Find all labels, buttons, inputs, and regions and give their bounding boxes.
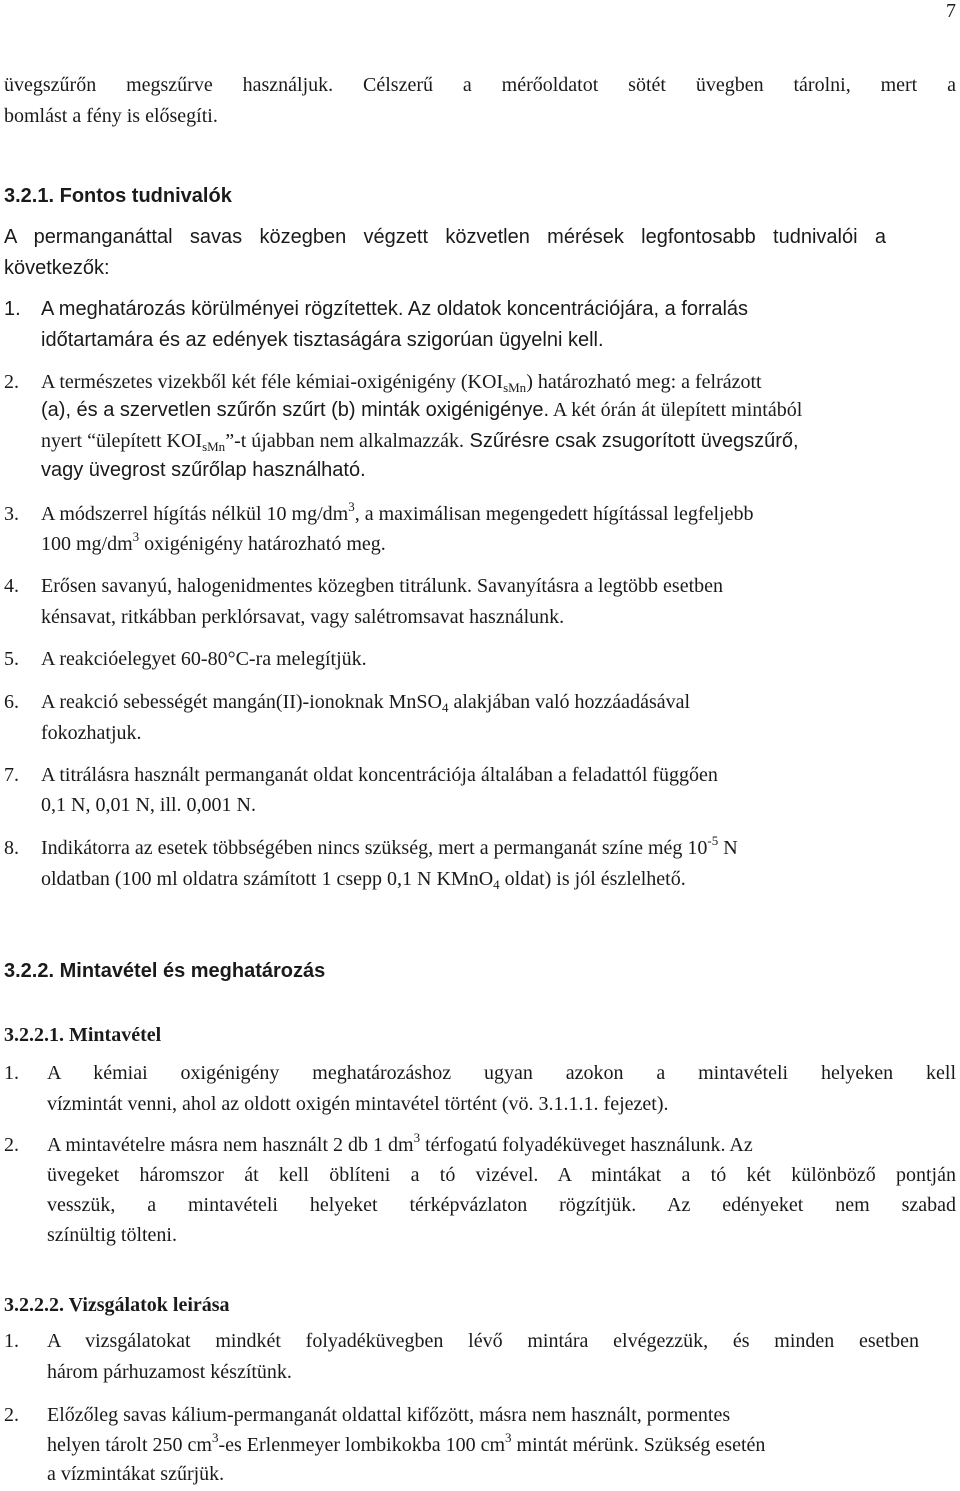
- list-item-text: vesszük, a mintavételi helyeket térképvázlaton rögzítjük. Az edényeket nem szabad: [47, 1194, 956, 1216]
- list-item-text: Erősen savanyú, halogenidmentes közegben titrálunk. Savanyításra a legtöbb esetben: [41, 575, 724, 597]
- paragraph-line: bomlást a fény is elősegíti.: [4, 105, 218, 127]
- list-number: 1.: [4, 298, 21, 320]
- page-number: 7: [946, 0, 956, 22]
- superscript: 3: [413, 1130, 421, 1145]
- list-item-text: nyert “ülepített $KOI_{sMn}”-t$ újabban nem alkalmazzák. Szűrésre csak zsugorított üvegszűrő,: [41, 430, 799, 454]
- list-item-text: 0,1 N, 0,01 N, ill. 0,001 N.: [41, 794, 256, 816]
- list-item-text: három párhuzamost készítünk.: [47, 1361, 292, 1383]
- list-item-text: 100 $mg/dm^3$ oxigénigény határozható meg.: [41, 529, 386, 555]
- section-heading-3-2-1: 3.2.1. Fontos tudnivalók: [4, 185, 232, 207]
- list-item-text: időtartamára és az edények tisztaságára szigorúan ügyelni kell.: [41, 329, 604, 351]
- list-number: 1.: [4, 1330, 19, 1352]
- list-item-text: Előzőleg savas kálium-permanganát oldattal kifőzött, másra nem használt, pormentes: [47, 1404, 731, 1426]
- list-item-text: A vizsgálatokat mindkét folyadéküvegben lévő mintára elvégezzük, és minden esetben: [47, 1330, 919, 1352]
- paragraph-line: üvegszűrőn megszűrve használjuk. Célszerű a mérőoldatot sötét üvegben tárolni, mert a: [4, 74, 956, 96]
- list-item-text: A természetes vizekből két féle kémiai-oxigénigény $(KOI_{sMn})$ határozható meg: a felrázott: [41, 371, 762, 395]
- list-item-text: üvegeket háromszor át kell öblíteni a tó vizével. A mintákat a tó két különböző pontján: [47, 1164, 956, 1186]
- list-item-text: kénsavat, ritkábban perklórsavat, vagy salétromsavat használunk.: [41, 606, 565, 628]
- subscript: 4: [493, 877, 500, 892]
- list-item-text: színültig tölteni.: [47, 1224, 177, 1246]
- paragraph-line: A permanganáttal savas közegben végzett közvetlen mérések legfontosabb tudnivalói a: [4, 226, 886, 248]
- list-item-text: (a), és a szervetlen szűrőn szűrt (b) minták oxigénigénye. A két órán át ülepített mintából: [41, 399, 803, 421]
- list-item-text: A reakcióelegyet 60-80°C-ra melegítjük.: [41, 648, 367, 670]
- list-item-text: A meghatározás körülményei rögzítettek. Az oldatok koncentrációjára, a forralás: [41, 298, 749, 320]
- list-item-text: helyen tárolt 250 $cm^3-es$ Erlenmeyer lombikokba 100 $cm^3$ mintát mérünk. Szükség esetén: [47, 1430, 766, 1456]
- list-number: 6.: [4, 691, 19, 713]
- list-number: 2.: [4, 371, 19, 393]
- section-heading-3-2-2: 3.2.2. Mintavétel és meghatározás: [4, 960, 326, 982]
- subscript: sMn: [202, 439, 226, 454]
- list-number: 8.: [4, 837, 19, 859]
- list-item-text: A reakció sebességét mangán(II)-ionoknak MnSO$_4$ alakjában való hozzáadásával: [41, 691, 691, 715]
- superscript: 3: [211, 1430, 219, 1445]
- section-heading-3-2-2-1: 3.2.2.1. Mintavétel: [4, 1024, 162, 1046]
- section-heading-3-2-2-2: 3.2.2.2. Vizsgálatok leirása: [4, 1294, 230, 1316]
- list-item-text: A titrálásra használt permanganát oldat koncentrációja általában a feladattól függően: [41, 764, 718, 786]
- paragraph-line: következők:: [4, 257, 110, 279]
- subscript: sMn: [503, 380, 527, 395]
- list-number: 5.: [4, 648, 19, 670]
- superscript: 3: [348, 499, 355, 514]
- list-item-text: a vízmintákat szűrjük.: [47, 1463, 225, 1485]
- list-item-text: A kémiai oxigénigény meghatározáshoz ugyan azokon a mintavételi helyeken kell: [47, 1062, 956, 1084]
- superscript: 3: [132, 529, 140, 544]
- superscript: -5: [707, 833, 719, 848]
- superscript: 3: [505, 1430, 512, 1445]
- list-number: 1.: [4, 1062, 19, 1084]
- list-item-text: A mintavételre másra nem használt 2 db 1 $dm^3$ térfogatú folyadéküveget használunk. Az: [47, 1130, 753, 1156]
- list-item-text: fokozhatjuk.: [41, 722, 142, 744]
- list-item-text: vízmintát venni, ahol az oldott oxigén mintavétel történt (vö. 3.1.1.1. fejezet).: [47, 1093, 669, 1115]
- list-item-text: Indikátorra az esetek többségében nincs szükség, mert a permanganát színe még $10^{-5}$ N: [41, 833, 738, 859]
- list-number: 2.: [4, 1134, 19, 1156]
- list-item-text: oldatban (100 ml oldatra számított 1 csepp 0,1 N KMnO$_4$ oldat) is jól észlelhető.: [41, 868, 686, 892]
- list-number: 3.: [4, 503, 19, 525]
- list-item-text: A módszerrel hígítás nélkül 10 $mg/dm^3$, a maximálisan megengedett hígítással legfeljebb: [41, 499, 754, 525]
- list-number: 7.: [4, 764, 19, 786]
- list-number: 4.: [4, 575, 19, 597]
- list-item-text: vagy üvegrost szűrőlap használható.: [41, 459, 366, 481]
- list-number: 2.: [4, 1404, 19, 1426]
- subscript: 4: [442, 700, 449, 715]
